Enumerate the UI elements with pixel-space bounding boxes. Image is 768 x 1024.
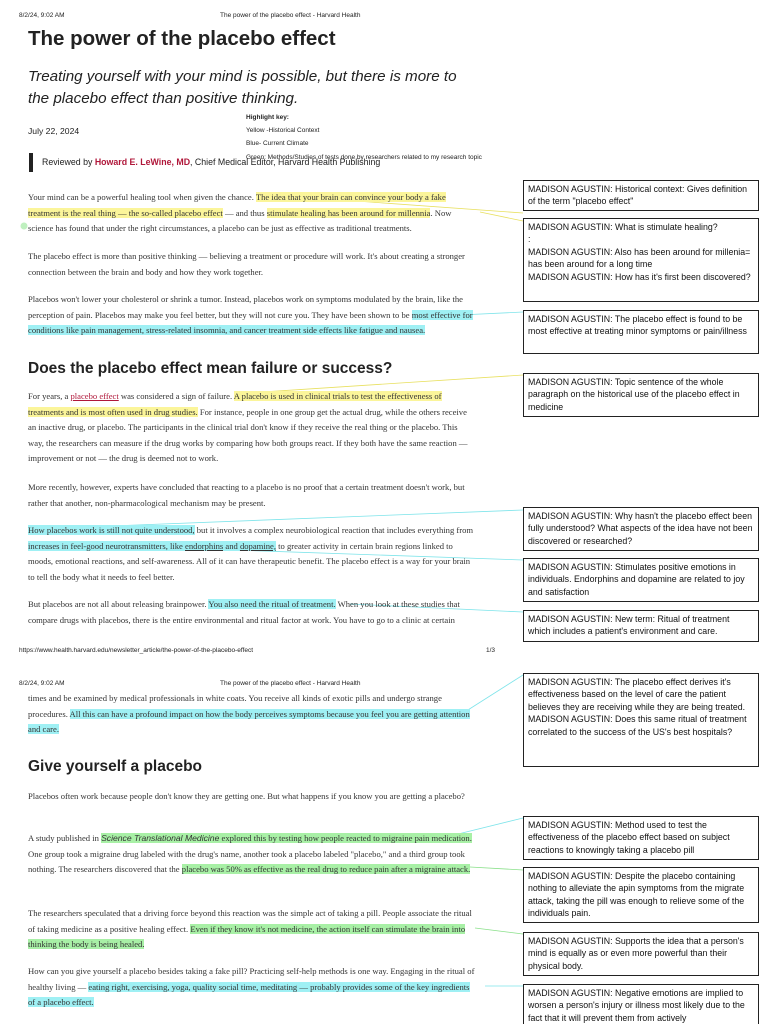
text: but it involves a complex neurobiological reaction that includes everything from [194, 525, 474, 535]
highlight-blue: and [223, 540, 240, 551]
paragraph: The placebo effect is more than positive thinking — believing a treatment or procedure will work. It's about creating a stronger connection between the brain and body and how they work together. [28, 251, 465, 277]
comment-box[interactable]: MADISON AGUSTIN: Historical context: Gives definition of the term "placebo effect" [523, 180, 759, 211]
article-title: The power of the placebo effect [28, 27, 336, 50]
highlight-yellow: A placebo is used in clinical trials to test the effectiveness of treatments and is most often used in drug studies. [28, 391, 442, 417]
reviewed-suffix: , Chief Medical Editor, Harvard Health Publishing [190, 157, 381, 167]
reviewed-prefix: Reviewed by [42, 157, 95, 167]
highlight-blue: most effective for conditions like pain management, stress-related insomnia, and cancer treatment side effects like fatigue and nausea. [28, 309, 473, 336]
highlight-key-blue: Blue- Current Climate [246, 140, 309, 148]
comment-box[interactable]: MADISON AGUSTIN: Why hasn't the placebo effect been fully understood? What aspects of the idea have not been discovered or researched? [523, 507, 759, 551]
print-title: The power of the placebo effect - Harvard Health [220, 12, 361, 19]
text: — and thus [222, 207, 267, 218]
highlight-key-yellow: Yellow -Historical Context [246, 127, 320, 135]
comment-box[interactable]: MADISON AGUSTIN: Method used to test the effectiveness of the placebo effect based on subject reactions to knowingly taking a placebo pill [523, 816, 759, 860]
subtitle-line: Treating yourself with your mind is possible, but there is more to [28, 68, 457, 85]
paragraph [28, 190, 475, 237]
paragraph [28, 389, 475, 467]
subtitle-line: the placebo effect than positive thinking. [28, 90, 299, 107]
text: . Now science has found that under the right circumstances, a placebo can be just as effective as traditional treatments. [28, 207, 452, 234]
highlight-key-green: Green: Methods/Studies of tests done by researchers related to my research topic [246, 153, 482, 161]
endorphins-link[interactable]: endorphins [185, 540, 224, 551]
dopamine-link[interactable]: dopamine, [239, 540, 276, 551]
text: When you look at these studies that compare drugs with placebos, there is the entire environmental and ritual factor at work. You have to go to a clinic at certain [28, 599, 460, 625]
footer-url: https://www.health.harvard.edu/newsletter_article/the-power-of-the-placebo-effect [19, 647, 254, 654]
reviewed-by [42, 157, 380, 167]
text: The researchers speculated that a driving force beyond this reaction was the simple act of taking a pill. People associate the ritual of taking medicine as a positive healing effect. [28, 908, 472, 934]
comment-box[interactable]: MADISON AGUSTIN: New term: Ritual of treatment which includes a patient's environment and care. [523, 610, 759, 642]
connector-line [475, 928, 523, 934]
highlight-green: Even if they know it's not medicine, the action itself can stimulate the brain into thinking the body is being healed. [28, 923, 466, 950]
comment-box[interactable]: MADISON AGUSTIN: The placebo effect derives it's effectiveness based on the level of care the patient believes they are receiving while they are being treated. MADISON AGUSTIN: Does this same ritual of treatment correlated to the success of the US's best hospitals? [523, 673, 759, 767]
section-heading: Give yourself a placebo [28, 758, 203, 775]
text: But placebos are not all about releasing brainpower. [28, 599, 209, 609]
paragraph: More recently, however, experts have concluded that reacting to a placebo is no proof that a certain treatment doesn't work, but rather that another, non-pharmacological mechanism may be present. [28, 482, 465, 508]
highlight-blue: How placebos work is still not quite understood, [28, 525, 195, 535]
text: One group took a migraine drug labeled with the drug's name, another took a placebo labeled "placebo," and a third group took nothing. The researchers discovered that the [28, 848, 465, 875]
highlight-key-heading: Highlight key: [246, 114, 289, 121]
section-heading: Does the placebo effect mean failure or success? [28, 360, 393, 377]
text: For instance, people in one group get the actual drug, while the others receive an inactive drug, or placebo. The participants in the clinical trial don't know if they receive the real thing or the placebo. This way, the researchers can measure if the drug works by comparing how both groups react. If they both have the same reaction — improvement or not — the drug is deemed not to work. [28, 406, 468, 464]
text: was considered a sign of failure. [118, 391, 234, 401]
comment-box[interactable]: MADISON AGUSTIN: The placebo effect is found to be most effective at treating minor symptoms or pain/illness [523, 310, 759, 354]
print-title: The power of the placebo effect - Harvard Health [220, 680, 361, 687]
paragraph: Placebos often work because people don't know they are getting one. But what happens if you know you are getting a placebo? [28, 791, 465, 801]
text: How can you give yourself a placebo besides taking a fake pill? Practicing self-help methods is one way. Engaging in the ritual of healthy living — [28, 966, 475, 992]
paragraph [28, 964, 475, 1011]
text: Your mind can be a powerful healing tool when given the chance. [28, 192, 256, 202]
paragraph [28, 523, 475, 585]
comment-box[interactable]: MADISON AGUSTIN: Topic sentence of the whole paragraph on the historical use of the placebo effect in medicine [523, 373, 759, 417]
article-subtitle [28, 66, 457, 110]
highlight-green: explored this by testing how people reacted to migraine pain medication. [219, 833, 472, 843]
footer-page-number: 1/3 [486, 647, 496, 654]
article-date: July 22, 2024 [28, 126, 80, 136]
comment-box[interactable]: MADISON AGUSTIN: Stimulates positive emotions in individuals. Endorphins and dopamine are related to joy and satisfaction [523, 558, 759, 602]
comment-box[interactable]: MADISON AGUSTIN: Supports the idea that a person's mind is equally as or even more powerful than their physical body. [523, 932, 759, 976]
highlight-blue: You also need the ritual of treatment. [208, 599, 336, 609]
highlight-green: placebo was 50% as effective as the real drug to reduce pain after a migraine attack. [181, 864, 471, 875]
placebo-effect-link[interactable]: placebo effect [70, 391, 119, 401]
highlight-yellow: stimulate healing has been around for millennia [266, 207, 431, 218]
paragraph [28, 597, 475, 628]
paragraph [28, 292, 475, 339]
reviewed-bar [29, 153, 33, 172]
comment-box[interactable]: MADISON AGUSTIN: What is stimulate healing? : MADISON AGUSTIN: Also has been around for millenia= has been around for a long time MADISON AGUSTIN: How has it's first been discovered? [523, 218, 759, 302]
connector-line [470, 867, 523, 870]
highlight-blue: All this can have a profound impact on how the body perceives symptoms because you feel you are getting attention and care. [28, 708, 470, 735]
paragraph [28, 906, 475, 953]
connector-line [480, 212, 523, 221]
highlight-blue: increases in feel-good neurotransmitters, like [28, 540, 186, 551]
comment-box[interactable]: MADISON AGUSTIN: Despite the placebo containing nothing to alleviate the apin symptoms from the migrate attack, taking the pill was enough to relieve some of the individuals pain. [523, 867, 759, 923]
reviewer-link[interactable]: Howard E. LeWine, MD [94, 157, 191, 167]
comment-box[interactable]: MADISON AGUSTIN: Negative emotions are implied to worsen a person's injury or illness most likely due to the fact that it will prevent them from actively [523, 984, 759, 1024]
paragraph [28, 831, 475, 878]
comment-anchor-dot [21, 223, 28, 230]
text: to greater activity in certain brain regions linked to moods, emotional reactions, and self-awareness. All of it can have therapeutic benefit. The placebo effect is a way for your brain to tell the body what it needs to feel better. [28, 540, 471, 582]
print-date: 8/2/24, 9:02 AM [19, 680, 65, 687]
paragraph [28, 691, 475, 738]
highlight-key [246, 111, 482, 164]
text: For years, a [28, 391, 71, 401]
print-date: 8/2/24, 9:02 AM [19, 12, 65, 19]
highlight-yellow: The idea that your brain can convince your body a fake treatment is the real thing — the so-called placebo effect [28, 192, 446, 218]
highlight-blue: eating right, exercising, yoga, quality social time, meditating — probably provides some of the key ingredients of a placebo effect. [28, 981, 470, 1008]
text: Placebos won't lower your cholesterol or shrink a tumor. Instead, placebos work on symptoms modulated by the brain, like the perception of pain. Placebos may make you feel better, but they will not cure you. They have been shown to be [28, 294, 463, 320]
journal-name: Science Translational Medicine [101, 833, 220, 843]
text: A study published in [28, 833, 102, 843]
text: times and be examined by medical professionals in white coats. You receive all kinds of exotic pills and undergo strange procedures. [28, 693, 442, 719]
